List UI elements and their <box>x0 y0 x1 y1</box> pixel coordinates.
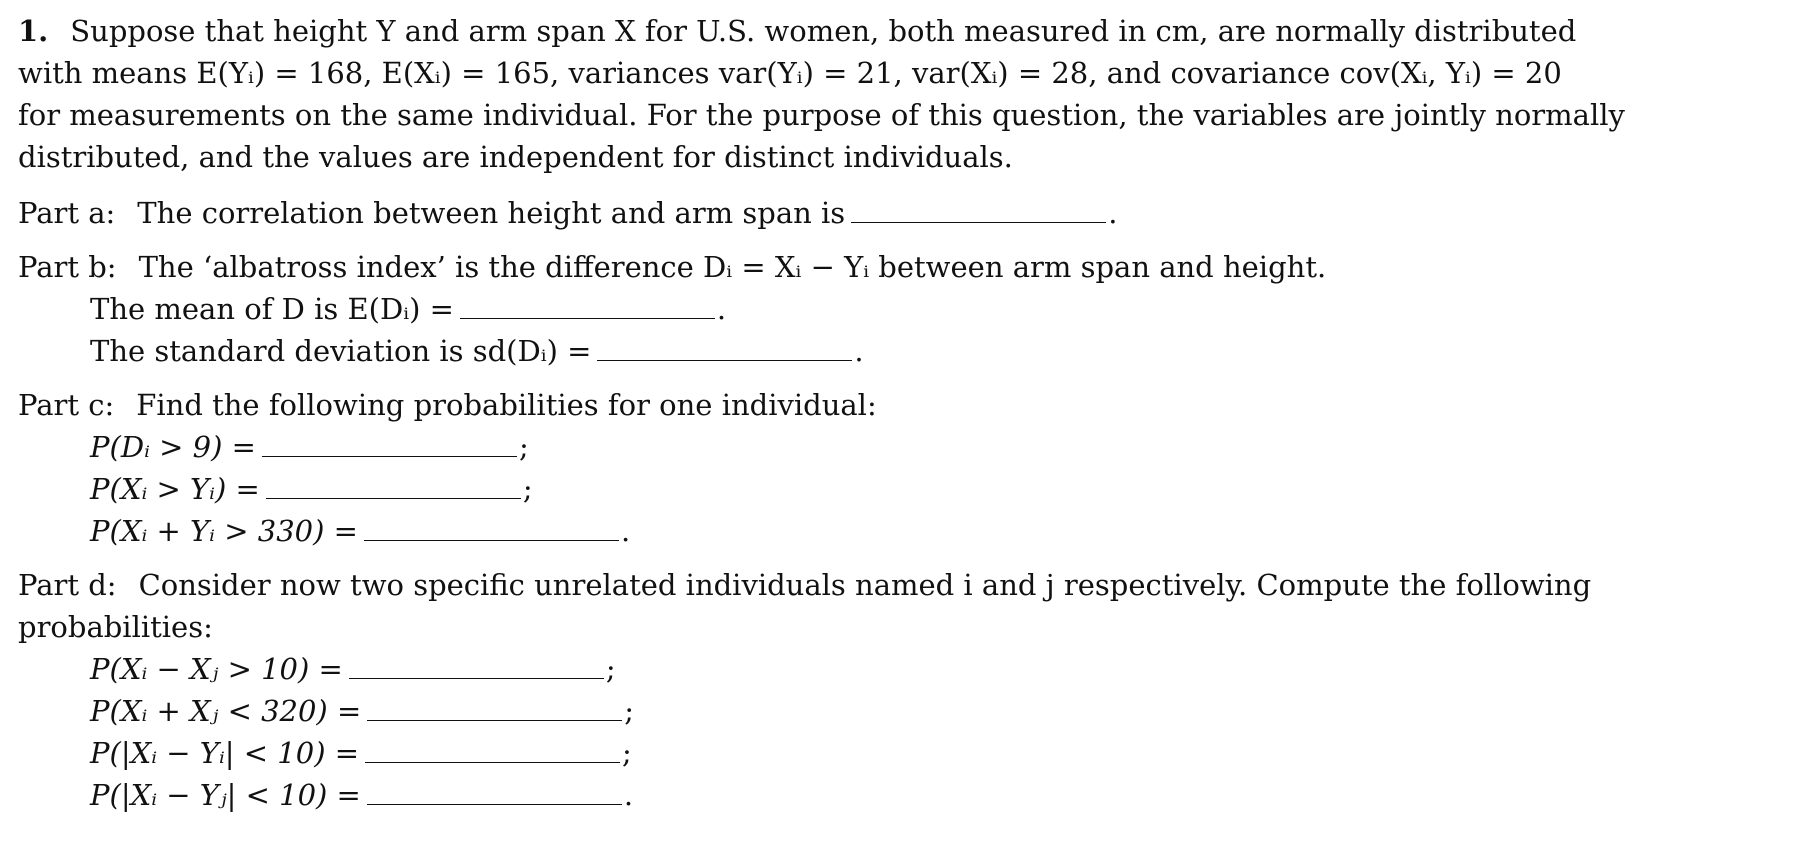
part-d-answer-blank[interactable] <box>367 692 622 721</box>
part-b-item-end: . <box>716 292 727 326</box>
part-b-item-text: The standard deviation is sd(Dᵢ) = <box>90 334 592 368</box>
part-b-item-end: . <box>854 334 864 368</box>
part-d-answer-blank[interactable] <box>349 650 604 679</box>
part-c-item <box>18 510 1678 552</box>
part-c <box>18 384 1678 552</box>
part-c-item-text: P(Xᵢ + Yᵢ > 330) = <box>90 514 358 548</box>
problem-intro <box>18 10 1678 178</box>
part-c-item-end: ; <box>522 472 533 506</box>
part-c-answer-blank[interactable] <box>266 470 521 499</box>
part-a-text: The correlation between height and arm span is <box>137 196 846 230</box>
part-d-item-end: ; <box>624 694 635 728</box>
part-b-item-text: The mean of D is E(Dᵢ) = <box>90 292 454 326</box>
part-d-item-end: ; <box>605 652 616 686</box>
part-d-item-end: . <box>623 778 634 812</box>
part-d-item <box>18 732 1678 774</box>
part-d-item <box>18 648 1678 690</box>
part-d-text-line-2: probabilities: <box>18 610 213 644</box>
part-b <box>18 246 1678 372</box>
part-b-mean-blank[interactable] <box>460 290 715 319</box>
part-d-label: Part d: <box>18 568 117 602</box>
part-d-item <box>18 690 1678 732</box>
part-a-label: Part a: <box>18 196 116 230</box>
part-d-item-text: P(Xᵢ + Xⱼ < 320) = <box>90 694 362 728</box>
problem-number: 1. <box>18 14 49 48</box>
part-d-item-text: P(|Xᵢ − Yᵢ| < 10) = <box>90 736 360 770</box>
part-d-item-end: ; <box>622 736 632 770</box>
part-d-item <box>18 774 1678 816</box>
part-c-answer-blank[interactable] <box>364 512 619 541</box>
part-d-answer-blank[interactable] <box>367 776 622 805</box>
part-c-text: Find the following probabilities for one individual: <box>136 388 877 422</box>
part-c-label: Part c: <box>18 388 115 422</box>
part-c-item-end: . <box>620 514 631 548</box>
part-c-item <box>18 468 1678 510</box>
part-a-answer-blank[interactable] <box>851 194 1106 223</box>
part-d-answer-blank[interactable] <box>365 734 620 763</box>
intro-line-4: distributed, and the values are independent for distinct individuals. <box>18 140 1013 174</box>
part-c-item-text: P(Xᵢ > Yᵢ) = <box>90 472 260 506</box>
part-b-text: The ‘albatross index’ is the difference Dᵢ = Xᵢ − Yᵢ between arm span and height. <box>138 250 1327 284</box>
part-b-item-mean <box>18 288 1678 330</box>
part-a-end: . <box>1108 196 1118 230</box>
intro-line-3: for measurements on the same individual. For the purpose of this question, the variables are jointly normally <box>18 98 1625 132</box>
part-d <box>18 564 1678 816</box>
part-c-item-text: P(Dᵢ > 9) = <box>90 430 256 464</box>
part-c-item <box>18 426 1678 468</box>
part-d-item-text: P(Xᵢ − Xⱼ > 10) = <box>90 652 343 686</box>
intro-line-2: with means E(Yᵢ) = 168, E(Xᵢ) = 165, variances var(Yᵢ) = 21, var(Xᵢ) = 28, and covariance cov(Xᵢ, Yᵢ) = 20 <box>18 56 1562 90</box>
part-d-item-text: P(|Xᵢ − Yⱼ| < 10) = <box>90 778 361 812</box>
part-d-text-line-1: Consider now two specific unrelated individuals named i and j respectively. Compute the following <box>138 568 1592 602</box>
part-b-label: Part b: <box>18 250 117 284</box>
part-b-sd-blank[interactable] <box>597 332 852 361</box>
part-c-answer-blank[interactable] <box>262 428 517 457</box>
part-c-item-end: ; <box>518 430 529 464</box>
intro-line-1: Suppose that height Y and arm span X for U.S. women, both measured in cm, are normally distributed <box>70 14 1577 48</box>
part-b-item-sd <box>18 330 1678 372</box>
part-a <box>18 192 1678 234</box>
